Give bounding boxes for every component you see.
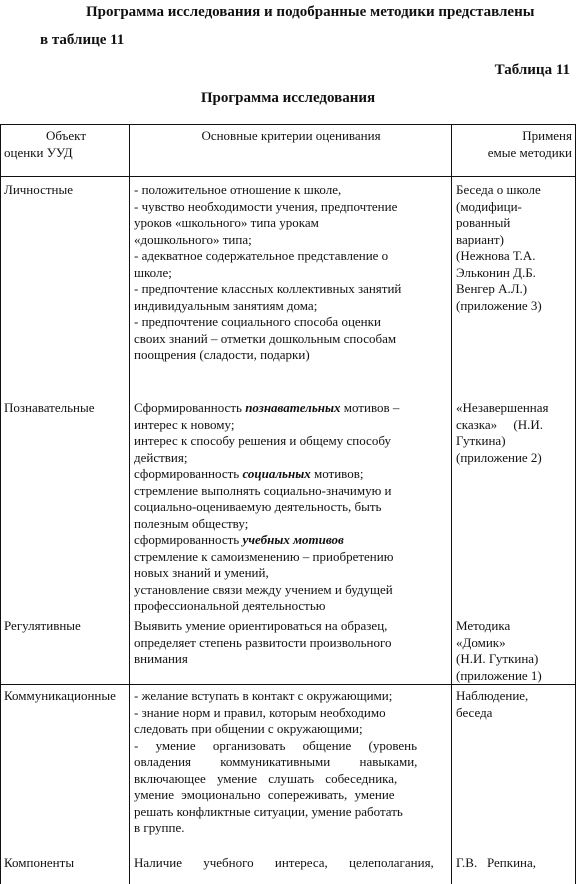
header-methods-line-2: емые методики bbox=[487, 144, 572, 160]
criteria-line: умение эмоционально сопереживать, умение bbox=[134, 787, 395, 802]
header-divider bbox=[0, 176, 576, 177]
criteria-line: в группе. bbox=[134, 820, 185, 835]
methods-line: (Нежнова Т.А. bbox=[456, 248, 536, 263]
criteria-line: стремление к самоизменению – приобретению bbox=[134, 548, 394, 564]
row-divider-4 bbox=[0, 684, 576, 685]
row-regulatory-criteria bbox=[134, 618, 448, 668]
row-communicative-methods bbox=[456, 688, 572, 721]
row-personal-methods bbox=[456, 182, 572, 314]
criteria-line: - адекватное содержательное представление о bbox=[134, 248, 389, 263]
methods-line: сказка» (Н.И. bbox=[456, 416, 544, 432]
table-number: Таблица 11 bbox=[494, 62, 570, 78]
methods-line: рованный bbox=[456, 215, 511, 230]
methods-line: (Н.И. Гуткина) bbox=[456, 651, 539, 666]
table-title: Программа исследования bbox=[200, 90, 376, 106]
methods-line: (приложение 3) bbox=[456, 297, 542, 313]
methods-line: беседа bbox=[456, 704, 493, 720]
criteria-line: Выявить умение ориентироваться на образец, bbox=[134, 618, 388, 633]
column-divider-2 bbox=[451, 124, 452, 884]
table-border-top bbox=[0, 124, 576, 125]
criteria-line: Сформированность познавательных мотивов – bbox=[134, 400, 400, 415]
criteria-line: - знание норм и правил, которым необходимо bbox=[134, 704, 386, 720]
criteria-line: интерес к способу решения и общему способу bbox=[134, 433, 391, 448]
methods-line: Методика bbox=[456, 618, 511, 633]
criteria-line: уроков «школьного» типа урокам bbox=[134, 215, 319, 230]
row-regulatory-methods bbox=[456, 618, 572, 684]
methods-line: Г.В. Репкина, bbox=[456, 855, 537, 870]
header-methods-line-1: Применя bbox=[522, 128, 572, 143]
header-object-line-2: оценки УУД bbox=[4, 144, 73, 160]
criteria-line: - положительное отношение к школе, bbox=[134, 182, 342, 197]
criteria-line: своих знаний – отметки дошкольным способам bbox=[134, 330, 397, 346]
row-personal-object: Личностные bbox=[4, 182, 74, 197]
criteria-line: сформированность социальных мотивов; bbox=[134, 466, 364, 481]
criteria-line: новых знаний и умений, bbox=[134, 565, 269, 580]
criteria-line: полезным обществу; bbox=[134, 515, 249, 531]
criteria-line: действия; bbox=[134, 449, 188, 465]
table-border-left bbox=[0, 124, 1, 884]
criteria-line: установление связи между учением и будущей bbox=[134, 581, 393, 597]
methods-line: вариант) bbox=[456, 231, 504, 247]
criteria-line: внимания bbox=[134, 651, 188, 666]
header-methods bbox=[456, 128, 572, 161]
criteria-line: школе; bbox=[134, 264, 172, 280]
methods-line: (приложение 1) bbox=[456, 667, 542, 683]
criteria-line: интерес к новому; bbox=[134, 416, 235, 432]
row-components-methods bbox=[456, 855, 572, 872]
methods-line: Эльконин Д.Б. bbox=[456, 264, 536, 280]
criteria-line: сформированность учебных мотивов bbox=[134, 532, 344, 547]
methods-line: (модифици- bbox=[456, 198, 522, 214]
methods-line: Беседа о школе bbox=[456, 182, 541, 197]
row-regulatory-object: Регулятивные bbox=[4, 618, 81, 633]
criteria-line: - предпочтение социального способа оценки bbox=[134, 314, 381, 329]
criteria-line: определяет степень развитости произвольного bbox=[134, 634, 392, 650]
methods-line: Наблюдение, bbox=[456, 688, 529, 703]
row-communicative-criteria bbox=[134, 688, 448, 837]
column-divider-1 bbox=[129, 124, 130, 884]
row-components-criteria bbox=[134, 855, 448, 872]
header-criteria: Основные критерии оценивания bbox=[201, 128, 381, 143]
row-cognitive-criteria bbox=[134, 400, 448, 615]
criteria-line: следовать при общении с окружающими; bbox=[134, 721, 363, 736]
header-object-line-1: Объект bbox=[46, 128, 86, 143]
criteria-line: профессиональной деятельностью bbox=[134, 598, 326, 613]
criteria-line: - умение организовать общение (уровень bbox=[134, 737, 418, 753]
criteria-line: социально-оцениваемую деятельность, быть bbox=[134, 499, 382, 514]
methods-line: «Домик» bbox=[456, 634, 506, 650]
criteria-line: овладения коммуникативными навыками, bbox=[134, 754, 418, 769]
methods-line: Венгер А.Л.) bbox=[456, 281, 528, 296]
criteria-line: решать конфликтные ситуации, умение работать bbox=[134, 803, 403, 819]
row-cognitive-methods bbox=[456, 400, 572, 466]
header-object bbox=[4, 128, 128, 161]
criteria-line: - желание вступать в контакт с окружающими; bbox=[134, 688, 393, 703]
criteria-line: индивидуальным занятиям дома; bbox=[134, 297, 318, 313]
row-cognitive-object: Познавательные bbox=[4, 400, 95, 415]
criteria-line: - чувство необходимости учения, предпочтение bbox=[134, 198, 398, 214]
criteria-line: Наличие учебного интереса, целеполагания, bbox=[134, 855, 434, 870]
methods-line: «Незавершенная bbox=[456, 400, 549, 415]
row-communicative-object: Коммуникационные bbox=[4, 688, 116, 703]
intro-line-2: в таблице 11 bbox=[40, 32, 125, 48]
criteria-line: включающее умение слушать собеседника, bbox=[134, 770, 398, 786]
row-components-object: Компоненты bbox=[4, 855, 75, 870]
research-program-table bbox=[0, 124, 576, 884]
intro-line-1: Программа исследования и подобранные методики представлены bbox=[86, 4, 535, 20]
row-personal-criteria bbox=[134, 182, 448, 364]
criteria-line: стремление выполнять социально-значимую и bbox=[134, 482, 392, 498]
methods-line: Гуткина) bbox=[456, 433, 506, 448]
criteria-line: - предпочтение классных коллективных занятий bbox=[134, 281, 402, 296]
methods-line: (приложение 2) bbox=[456, 449, 542, 465]
criteria-line: поощрения (сладости, подарки) bbox=[134, 347, 310, 362]
criteria-line: «дошкольного» типа; bbox=[134, 231, 252, 247]
